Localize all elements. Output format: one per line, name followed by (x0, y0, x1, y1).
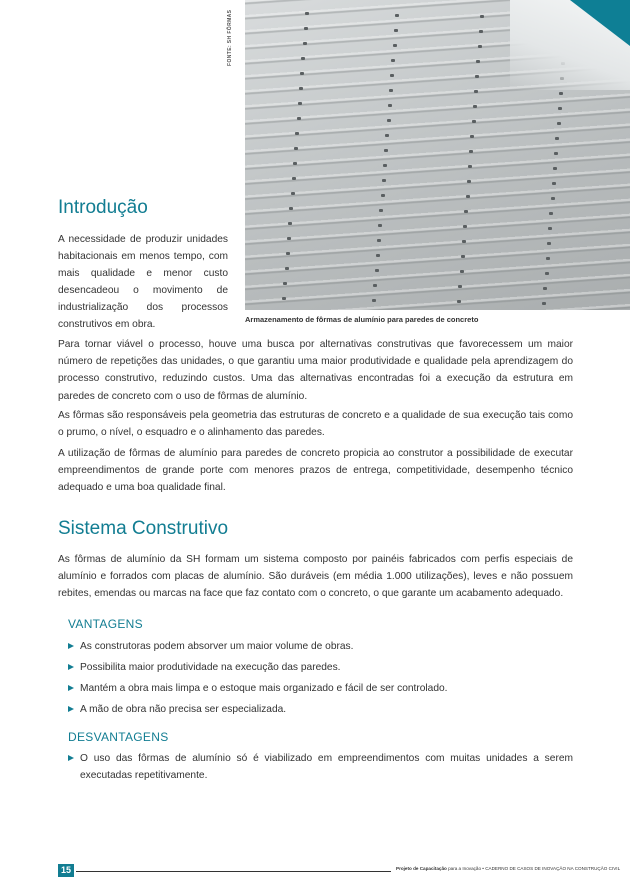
panel-hole (372, 299, 376, 302)
panel-hole (458, 285, 462, 288)
panel-hole (470, 135, 474, 138)
panel-hole (475, 75, 479, 78)
panel-hole (377, 239, 381, 242)
list-item (68, 701, 573, 718)
panel-hole (387, 119, 391, 122)
panel-hole (301, 57, 305, 60)
panel-hole (382, 179, 386, 182)
panel-hole (553, 167, 557, 170)
panel-hole (472, 120, 476, 123)
panel-hole (298, 102, 302, 105)
arrow-bullet-icon (68, 664, 74, 670)
panel-hole (557, 122, 561, 125)
list-item-text: As construtoras podem absorver um maior volume de obras. (80, 641, 354, 652)
photo-credit: FONTE: SH FÔRMAS (227, 9, 233, 66)
panel-hole (478, 45, 482, 48)
panel-hole (287, 237, 291, 240)
panel-hole (389, 89, 393, 92)
list-item-text: A mão de obra não precisa ser especializada. (80, 704, 287, 715)
panel-hole (547, 242, 551, 245)
panel-hole (295, 132, 299, 135)
panel-hole (466, 195, 470, 198)
list-item (68, 750, 573, 784)
footer-project: Projeto de Capacitação (396, 866, 447, 871)
panel-hole (379, 209, 383, 212)
panel-hole (480, 15, 484, 18)
panel-hole (283, 282, 287, 285)
list-item-text: Possibilita maior produtividade na execução das paredes. (80, 662, 341, 673)
intro-paragraph-2: As fôrmas são responsáveis pela geometria das estruturas de concreto e a qualidade de sua execução tais como o prumo, o nível, o esquadro e o alinhamento das paredes. (58, 410, 573, 439)
panel-hole (393, 44, 397, 47)
panel-hole (549, 212, 553, 215)
sistema-title: Sistema Construtivo (58, 518, 229, 539)
panel-hole (554, 152, 558, 155)
panel-hole (552, 182, 556, 185)
arrow-bullet-icon (68, 706, 74, 712)
panel-hole (294, 147, 298, 150)
panel-hole (373, 284, 377, 287)
panel-hole (289, 207, 293, 210)
list-item (68, 659, 573, 676)
panel-hole (381, 194, 385, 197)
panel-hole (286, 252, 290, 255)
panel-hole (551, 197, 555, 200)
vantagens-list (68, 638, 573, 722)
panel-hole (462, 240, 466, 243)
panel-hole (558, 107, 562, 110)
panel-hole (282, 297, 286, 300)
panel-hole (476, 60, 480, 63)
panel-hole (297, 117, 301, 120)
panel-hole (390, 74, 394, 77)
panel-hole (464, 210, 468, 213)
vantagens-title: VANTAGENS (68, 617, 143, 631)
photo-caption: Armazenamento de fôrmas de alumínio para paredes de concreto (245, 315, 479, 324)
panel-hole (299, 87, 303, 90)
desvantagens-list (68, 750, 573, 788)
page-number: 15 (58, 864, 74, 877)
desvantagens-title: DESVANTAGENS (68, 730, 169, 744)
panel-hole (461, 255, 465, 258)
panel-hole (291, 192, 295, 195)
panel-hole (383, 164, 387, 167)
panel-hole (469, 150, 473, 153)
panel-hole (542, 302, 546, 305)
panel-hole (376, 254, 380, 257)
panel-hole (555, 137, 559, 140)
list-item-text: Mantém a obra mais limpa e o estoque mais organizado e fácil de ser controlado. (80, 683, 448, 694)
panel-hole (479, 30, 483, 33)
panel-hole (545, 272, 549, 275)
panel-hole (543, 287, 547, 290)
arrow-bullet-icon (68, 685, 74, 691)
footer-divider (76, 871, 391, 872)
panel-hole (292, 177, 296, 180)
panel-hole (391, 59, 395, 62)
panel-hole (460, 270, 464, 273)
panel-hole (288, 222, 292, 225)
list-item-text: O uso das fôrmas de alumínio só é viabilizado em empreendimentos com muitas unidades a serem executadas repetitivamente. (80, 753, 573, 781)
list-item (68, 638, 573, 655)
panel-hole (548, 227, 552, 230)
corner-accent (570, 0, 630, 46)
panel-hole (394, 29, 398, 32)
panel-hole (457, 300, 461, 303)
panel-hole (395, 14, 399, 17)
footer-publication: para a Inovação • CADERNO DE CASOS DE INOVAÇÃO NA CONSTRUÇÃO CIVIL (446, 866, 621, 871)
panel-hole (293, 162, 297, 165)
sistema-paragraph: As fôrmas de alumínio da SH formam um sistema composto por painéis fabricados com perfis especiais de alumínio e forrados com placas de alumínio. São duráveis (em média 1.000 utilizações), leves e não possuem rebites, emendas ou marcas na face que faz contato com o concreto, o que garante um acabamento adequado. (58, 554, 573, 600)
panel-hole (463, 225, 467, 228)
panel-hole (285, 267, 289, 270)
panel-hole (303, 42, 307, 45)
panel-hole (559, 92, 563, 95)
panel-hole (300, 72, 304, 75)
panel-hole (385, 134, 389, 137)
footer-text (396, 866, 620, 871)
panel-hole (384, 149, 388, 152)
panel-hole (468, 165, 472, 168)
panel-hole (388, 104, 392, 107)
panel-hole (546, 257, 550, 260)
list-item (68, 680, 573, 697)
panel-hole (467, 180, 471, 183)
panel-hole (375, 269, 379, 272)
arrow-bullet-icon (68, 643, 74, 649)
panel-hole (473, 105, 477, 108)
intro-title: Introdução (58, 197, 148, 218)
intro-paragraph-3: A utilização de fôrmas de alumínio para paredes de concreto propicia ao construtor a possibilidade de executar empreendimentos de grande porte com menores prazos de entrega, competitividade, desempenho técnico adequado e uma boa qualidade final. (58, 448, 573, 494)
page-footer (58, 862, 621, 878)
panel-hole (378, 224, 382, 227)
panel-hole (305, 12, 309, 15)
formwork-photo (245, 0, 630, 310)
panel-hole (304, 27, 308, 30)
panel-hole (474, 90, 478, 93)
arrow-bullet-icon (68, 755, 74, 761)
intro-lead: A necessidade de produzir unidades habitacionais em menos tempo, com mais qualidade e menor custo desencadeou o movimento de industrialização dos processos construtivos em obra. (58, 234, 228, 330)
intro-paragraph-1: Para tornar viável o processo, houve uma busca por alternativas construtivas que favorecessem um maior número de repetições das unidades, o que garantiu uma maior produtividade e qualidade pela aprendizagem do processo construtivo, reduzindo custos. Uma das alternativas encontradas foi a execução da estrutura em paredes de concreto com o uso de fôrmas de alumínio. (58, 339, 573, 402)
